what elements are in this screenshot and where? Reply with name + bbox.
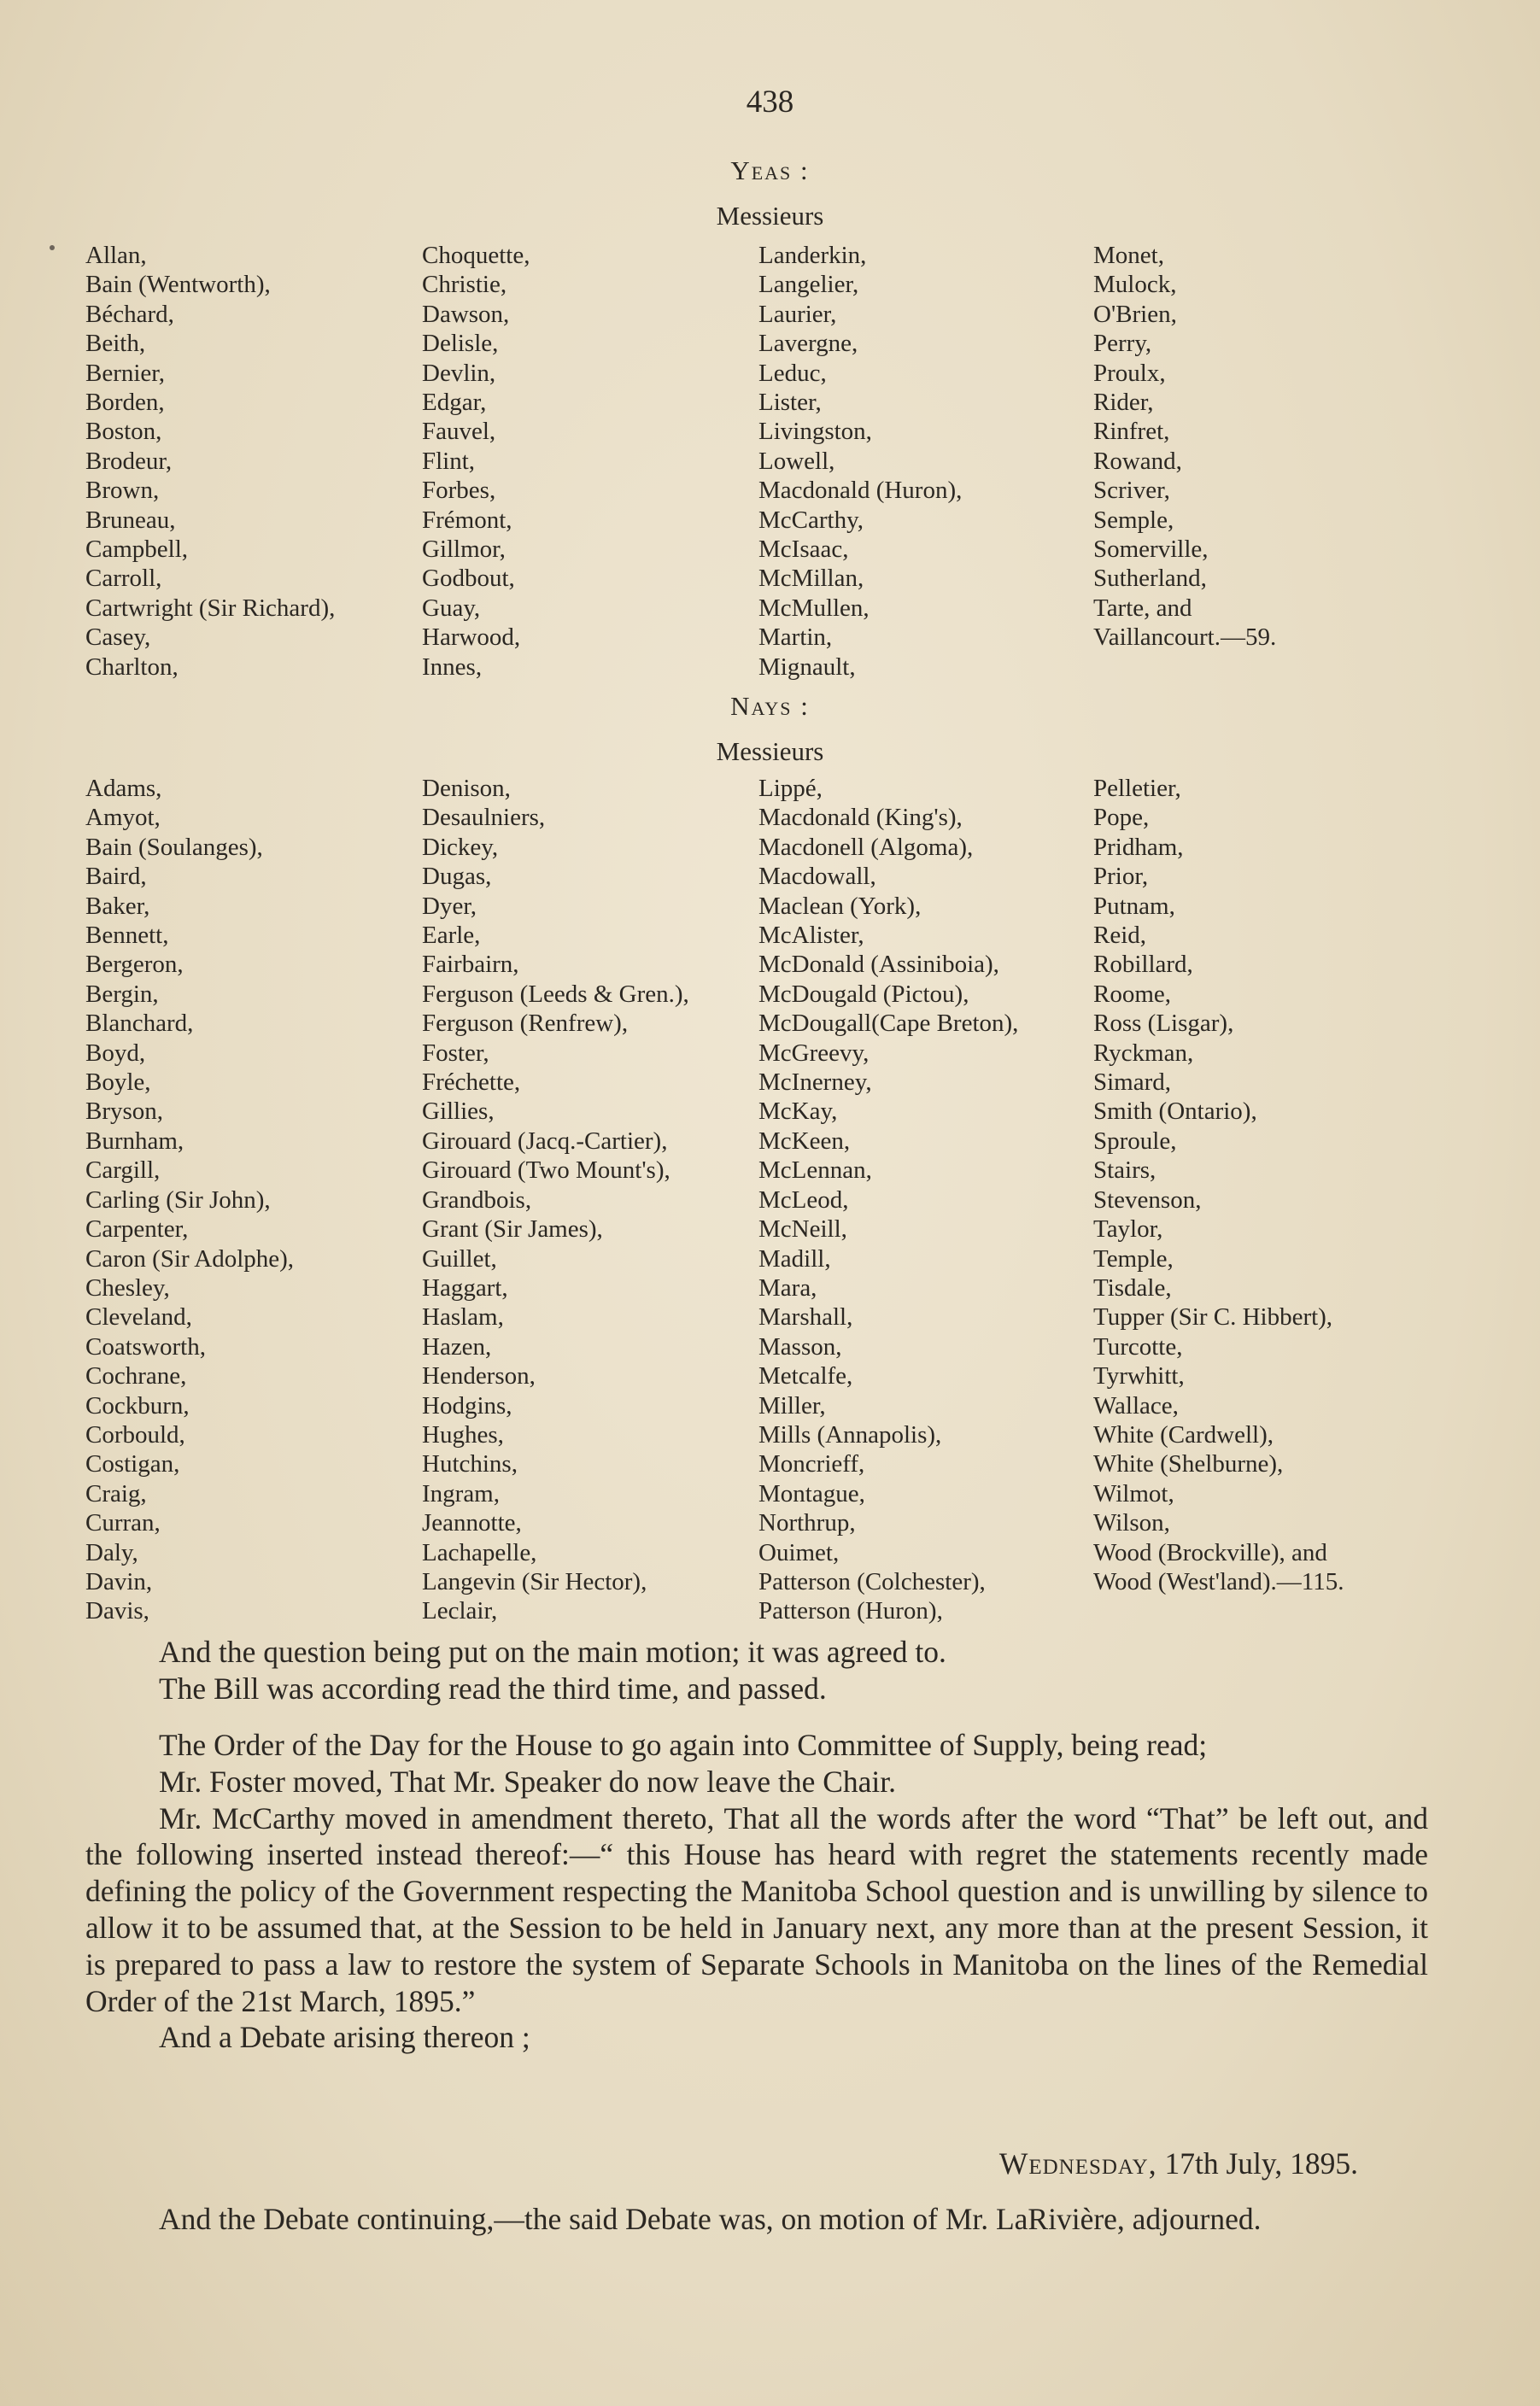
member-name: Macdonell (Algoma), [758,833,974,861]
member-name: Ferguson (Renfrew), [422,1010,629,1038]
page-number: 438 [746,85,794,120]
member-name: Grant (Sir James), [422,1215,603,1244]
member-name: Choquette, [422,242,530,269]
member-name: Flint, [422,447,476,475]
member-name: Bruneau, [85,506,176,534]
nays-column-4 [1093,774,1486,1626]
member-name: Ross (Lisgar), [1093,1010,1234,1038]
member-name: Temple, [1093,1244,1174,1273]
member-name: White (Shelburne), [1093,1450,1284,1478]
member-name: O'Brien, [1093,300,1177,328]
member-name: Wallace, [1093,1391,1179,1420]
member-name: Caron (Sir Adolphe), [85,1244,295,1273]
member-name: Amyot, [85,804,161,832]
member-name: Scriver, [1093,477,1170,505]
member-name: Northrup, [758,1509,856,1537]
yeas-column-1 [85,241,422,682]
member-name: Brown, [85,477,160,505]
member-name: Forbes, [422,477,496,505]
member-name: Frémont, [422,506,512,534]
member-name: Curran, [85,1509,161,1537]
member-name: Mulock, [1093,271,1177,299]
yeas-column-2 [422,241,758,682]
member-name: McKeen, [758,1127,851,1155]
paragraph: And the question being put on the main motion; it was agreed to. [159,1635,946,1669]
member-name: Martin, [758,623,833,652]
member-name: Pelletier, [1093,775,1181,802]
member-name: Maclean (York), [758,892,922,920]
member-name: Hazen, [422,1332,492,1361]
member-name: Innes, [422,653,483,681]
member-name: Landerkin, [758,242,867,269]
member-name: Foster, [422,1039,489,1067]
member-name: McAlister, [758,922,864,950]
member-name: Craig, [85,1479,147,1507]
member-name: Cleveland, [85,1303,192,1332]
member-name: Masson, [758,1332,842,1361]
member-name: Hodgins, [422,1391,512,1420]
member-name: McDonald (Assiniboia), [758,951,999,979]
member-name: McMullen, [758,594,870,622]
member-name: Somerville, [1093,536,1209,564]
member-name: Desaulniers, [422,804,546,832]
member-name: Smith (Ontario), [1093,1098,1257,1126]
member-name: Rowand, [1093,447,1182,475]
member-name: Dickey, [422,833,499,861]
member-name: Laurier, [758,300,837,328]
member-name: Boyle, [85,1068,151,1097]
member-name: Dawson, [422,300,510,328]
member-name: White (Cardwell), [1093,1420,1274,1449]
member-name: Putnam, [1093,892,1175,920]
member-name: Jeannotte, [422,1509,522,1537]
paragraph: The Order of the Day for the House to go again into Committee of Supply, being read; [159,1728,1208,1762]
member-name: Haslam, [422,1303,504,1332]
ink-speck [50,245,55,250]
member-name: Corbould, [85,1420,185,1449]
member-name: Macdonald (Huron), [758,477,963,505]
member-name: Christie, [422,271,507,299]
member-name: Ryckman, [1093,1039,1194,1067]
member-name: Edgar, [422,389,487,417]
member-name: McIsaac, [758,536,849,564]
member-name: Bennett, [85,922,169,950]
member-name: Patterson (Colchester), [758,1567,986,1595]
member-name: Fréchette, [422,1068,521,1097]
member-name: Tyrwhitt, [1093,1362,1185,1390]
member-name: Rider, [1093,389,1154,417]
member-name: Mara, [758,1273,817,1302]
member-name: Mignault, [758,653,856,681]
member-name: Leduc, [758,359,827,387]
member-name: McCarthy, [758,506,864,534]
member-name: Bain (Wentworth), [85,271,271,299]
nays-column-3 [758,774,1093,1626]
member-name: McGreevy, [758,1039,870,1067]
member-name: Monet, [1093,242,1164,269]
member-name: Hughes, [422,1420,504,1449]
member-name: Davis, [85,1597,149,1625]
member-name: Madill, [758,1244,831,1273]
member-name: Rinfret, [1093,418,1170,446]
member-name: Wood (Brockville), and [1093,1538,1327,1566]
member-name: Earle, [422,922,481,950]
member-name: Devlin, [422,359,496,387]
nays-list [85,774,1486,1626]
member-name: Perry, [1093,330,1152,358]
member-name: Semple, [1093,506,1174,534]
member-name: Reid, [1093,922,1147,950]
member-name: Beith, [85,330,146,358]
member-name: Leclair, [422,1597,498,1625]
member-name: Gillmor, [422,536,506,564]
member-name: Gillies, [422,1098,495,1126]
member-name: Girouard (Jacq.-Cartier), [422,1127,668,1155]
member-name: Bergin, [85,980,159,1008]
member-name: Borden, [85,389,165,417]
adjournment [85,2201,1428,2238]
member-name: Dyer, [422,892,477,920]
member-name: McKay, [758,1098,838,1126]
member-name: Macdonald (King's), [758,804,963,832]
member-name: Béchard, [85,300,174,328]
member-name: Boston, [85,418,162,446]
member-name: Daly, [85,1538,138,1566]
member-name: Marshall, [758,1303,853,1332]
member-name: Hutchins, [422,1450,518,1478]
member-name: Wilmot, [1093,1479,1174,1507]
member-name: Cochrane, [85,1362,187,1390]
member-name: Lippé, [758,775,823,802]
nays-column-1 [85,774,422,1626]
member-name: Godbout, [422,565,515,593]
member-name: Vaillancourt.—59. [1093,623,1277,652]
member-name: Carling (Sir John), [85,1185,271,1214]
date-heading [0,2145,1358,2181]
member-name: Boyd, [85,1039,146,1067]
member-name: Davin, [85,1567,153,1595]
member-name: McLennan, [758,1156,872,1185]
member-name: Sutherland, [1093,565,1207,593]
member-name: Campbell, [85,536,189,564]
yeas-heading: Yeas : [730,155,810,185]
member-name: Girouard (Two Mount's), [422,1156,670,1185]
member-name: Bernier, [85,359,166,387]
member-name: Cartwright (Sir Richard), [85,594,336,622]
member-name: McLeod, [758,1185,849,1214]
paragraph: The Bill was according read the third time, and passed. [159,1671,827,1706]
member-name: McDougall(Cape Breton), [758,1010,1019,1038]
member-name: Stevenson, [1093,1185,1202,1214]
member-name: Moncrieff, [758,1450,865,1478]
member-name: Ferguson (Leeds & Gren.), [422,980,689,1008]
member-name: Adams, [85,775,162,802]
vote-result [85,1634,1428,1707]
member-name: Miller, [758,1391,826,1420]
member-name: Lister, [758,389,822,417]
member-name: Patterson (Huron), [758,1597,943,1625]
date-weekday: Wednesday, [998,2146,1157,2181]
member-name: Turcotte, [1093,1332,1183,1361]
member-name: McDougald (Pictou), [758,980,969,1008]
member-name: Cargill, [85,1156,161,1185]
member-name: Costigan, [85,1450,180,1478]
member-name: Livingston, [758,418,872,446]
member-name: Denison, [422,775,511,802]
member-name: Brodeur, [85,447,173,475]
member-name: McNeill, [758,1215,847,1244]
member-name: Cockburn, [85,1391,190,1420]
member-name: Bergeron, [85,951,184,979]
date-rest: 17th July, 1895. [1156,2146,1358,2181]
member-name: Fairbairn, [422,951,519,979]
paragraph: And a Debate arising thereon ; [159,2020,530,2055]
member-name: Charlton, [85,653,179,681]
member-name: Roome, [1093,980,1172,1008]
member-name: Bryson, [85,1098,164,1126]
member-name: Prior, [1093,863,1149,891]
member-name: Harwood, [422,623,521,652]
member-name: Haggart, [422,1273,508,1302]
member-name: Pope, [1093,804,1150,832]
member-name: Carroll, [85,565,162,593]
yeas-subheading: Messieurs [716,201,824,231]
member-name: Ingram, [422,1479,500,1507]
paragraph: Mr. McCarthy moved in amendment thereto, That all the words after the word “That” be left out, and the following inserted instead thereof:—“ this House has heard with regret the statements recently made defining the policy of the Government respecting the Manitoba School question and is unwilling by silence to allow it to be assumed that, at the Session to be held in January next, any more than at the present Session, it is prepared to pass a law to restore the system of Separate Schools in Manitoba on the lines of the Remedial Order of the 21st March, 1895.” [85,1800,1428,2018]
member-name: McMillan, [758,565,864,593]
member-name: Baker, [85,892,150,920]
member-name: Grandbois, [422,1185,532,1214]
member-name: Casey, [85,623,151,652]
member-name: Coatsworth, [85,1332,206,1361]
member-name: Lavergne, [758,330,858,358]
member-name: Bain (Soulanges), [85,833,263,861]
yeas-column-3 [758,241,1093,682]
member-name: Carpenter, [85,1215,189,1244]
member-name: Henderson, [422,1362,536,1390]
member-name: Tarte, and [1093,594,1192,622]
paragraph: And the Debate continuing,—the said Debate was, on motion of Mr. LaRivière, adjourned. [159,2202,1262,2236]
member-name: Macdowall, [758,863,876,891]
member-name: Proulx, [1093,359,1166,387]
yeas-list [85,241,1486,682]
member-name: Stairs, [1093,1156,1156,1185]
nays-heading: Nays : [730,691,810,721]
member-name: Dugas, [422,863,492,891]
member-name: Baird, [85,863,147,891]
member-name: McInerney, [758,1068,872,1097]
member-name: Mills (Annapolis), [758,1420,942,1449]
member-name: Chesley, [85,1273,170,1302]
nays-subheading: Messieurs [716,736,824,766]
nays-column-2 [422,774,758,1626]
member-name: Robillard, [1093,951,1193,979]
member-name: Delisle, [422,330,499,358]
member-name: Wood (West'land).—115. [1093,1567,1344,1595]
paragraph: Mr. Foster moved, That Mr. Speaker do now leave the Chair. [159,1764,897,1799]
member-name: Tisdale, [1093,1273,1172,1302]
member-name: Montague, [758,1479,865,1507]
member-name: Tupper (Sir C. Hibbert), [1093,1303,1333,1332]
member-name: Blanchard, [85,1010,194,1038]
member-name: Pridham, [1093,833,1184,861]
member-name: Langevin (Sir Hector), [422,1567,647,1595]
member-name: Sproule, [1093,1127,1177,1155]
member-name: Fauvel, [422,418,496,446]
member-name: Lachapelle, [422,1538,537,1566]
member-name: Simard, [1093,1068,1172,1097]
member-name: Metcalfe, [758,1362,853,1390]
supply-debate [85,1727,1428,2056]
member-name: Burnham, [85,1127,184,1155]
member-name: Guillet, [422,1244,497,1273]
member-name: Lowell, [758,447,835,475]
member-name: Allan, [85,242,147,269]
member-name: Taylor, [1093,1215,1163,1244]
member-name: Wilson, [1093,1509,1170,1537]
member-name: Langelier, [758,271,859,299]
member-name: Ouimet, [758,1538,840,1566]
yeas-column-4 [1093,241,1486,682]
member-name: Guay, [422,594,481,622]
